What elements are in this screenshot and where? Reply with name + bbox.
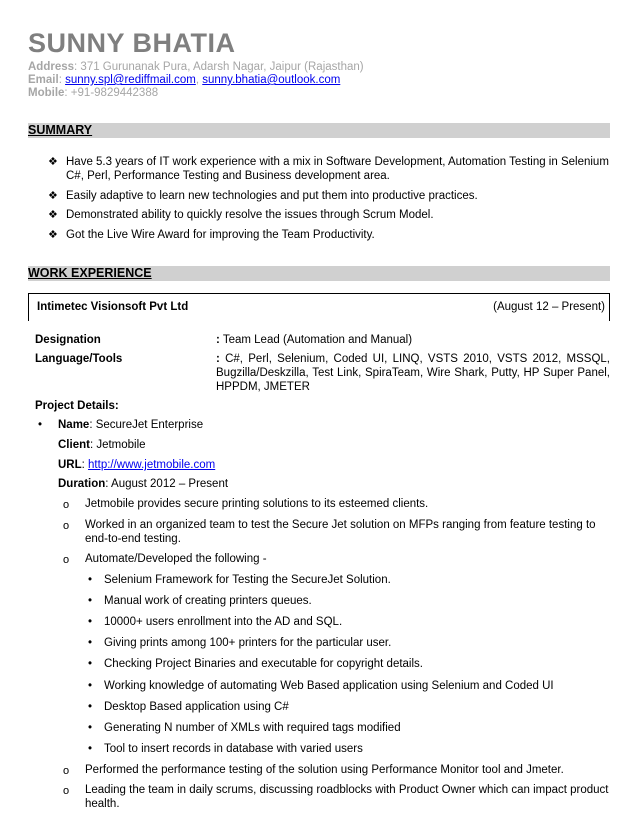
summary-item-text: Demonstrated ability to quickly resolve the issues through Scrum Model. [66, 209, 434, 221]
sub-bullet: • [88, 658, 93, 670]
project-point: Worked in an organized team to test the Secure Jet solution on MFPs ranging from feature testing to end-to-end testing. [85, 519, 596, 545]
job-header-box [28, 293, 610, 321]
sub-bullet: • [88, 616, 93, 628]
sub-point: Giving prints among 100+ printers for the particular user. [104, 637, 392, 649]
project-client-value: : Jetmobile [89, 439, 146, 451]
sub-bullet: • [88, 574, 93, 586]
project-url-sep: : [81, 459, 89, 471]
tools-text: C#, Perl, Selenium, Coded UI, LINQ, VSTS 2010, VSTS 2012, MSSQL, Bugzilla/Deskzilla, Test Link, SpiraTeam, Wire Shark, Putty, HP Super Panel, HPPDM, JMETER [216, 353, 610, 393]
project-point: Jetmobile provides secure printing solutions to its esteemed clients. [85, 498, 429, 510]
designation-label: Designation [35, 334, 101, 346]
project-url-link[interactable]: http://www.jetmobile.com [88, 459, 216, 471]
project-duration [58, 477, 228, 491]
sub-point: 10000+ users enrollment into the AD and SQL. [104, 616, 343, 628]
circle-bullet-icon: o [63, 520, 70, 532]
project-name-value: : SecureJet Enterprise [89, 419, 204, 431]
designation-value [216, 333, 610, 347]
project-point: Performed the performance testing of the solution using Performance Monitor tool and Jmeter. [85, 764, 564, 776]
sub-bullet: • [88, 722, 93, 734]
project-client [58, 438, 146, 452]
designation-text: Team Lead (Automation and Manual) [222, 334, 413, 346]
sub-point: Working knowledge of automating Web Based application using Selenium and Coded UI [104, 680, 554, 692]
circle-bullet-icon: o [63, 785, 70, 797]
circle-bullet-icon: o [63, 765, 70, 777]
sub-bullet: • [88, 743, 93, 755]
circle-bullet-icon: o [63, 554, 70, 566]
summary-heading: SUMMARY [28, 123, 93, 137]
diamond-bullet-icon: ❖ [48, 209, 58, 221]
sub-point: Desktop Based application using C# [104, 701, 289, 713]
project-bullet: • [38, 419, 43, 431]
project-url-label: URL [58, 459, 82, 471]
address-line [28, 60, 364, 74]
diamond-bullet-icon: ❖ [48, 156, 58, 168]
project-point: Leading the team in daily scrums, discussing roadblocks with Product Owner which can impact product health. [85, 784, 609, 810]
sub-bullet: • [88, 637, 93, 649]
summary-item-text: Easily adaptive to learn new technologies and put them into productive practices. [66, 190, 478, 202]
project-url [58, 458, 215, 472]
email-line [28, 73, 340, 87]
sub-point: Manual work of creating printers queues. [104, 595, 312, 607]
mobile-label: Mobile [28, 87, 65, 99]
email-link-rediff[interactable]: sunny.spl@rediffmail.com [65, 74, 196, 86]
address-label: Address [28, 61, 75, 73]
project-point: Automate/Developed the following - [85, 553, 267, 565]
tools-value [216, 352, 610, 394]
mobile-line [28, 86, 158, 100]
sub-point: Generating N number of XMLs with required tags modified [104, 722, 401, 734]
project-name-label: Name [58, 419, 90, 431]
sub-bullet: • [88, 680, 93, 692]
email-sep: : [58, 74, 66, 86]
email-comma: , [195, 74, 203, 86]
mobile-value: : +91-9829442388 [64, 87, 159, 99]
diamond-bullet-icon: ❖ [48, 229, 58, 241]
project-client-label: Client [58, 439, 90, 451]
summary-item-text: Have 5.3 years of IT work experience with a mix in Software Development, Automation Testing in Selenium C#, Perl, Performance Testing and Business development area. [66, 156, 609, 182]
summary-item-text: Got the Live Wire Award for improving the Team Productivity. [66, 229, 375, 241]
email-link-outlook[interactable]: sunny.bhatia@outlook.com [202, 74, 341, 86]
project-details-label: Project Details: [35, 400, 119, 412]
project-duration-label: Duration [58, 478, 106, 490]
circle-bullet-icon: o [63, 499, 70, 511]
summary-section-bar [28, 123, 610, 138]
project-duration-value: : August 2012 – Present [105, 478, 229, 490]
tools-colon: : [216, 353, 220, 365]
diamond-bullet-icon: ❖ [48, 190, 58, 202]
designation-colon: : [216, 334, 220, 346]
address-value: : 371 Gurunanak Pura, Adarsh Nagar, Jaipur (Rajasthan) [74, 61, 364, 73]
email-label: Email [28, 74, 59, 86]
candidate-name: SUNNY BHATIA [28, 28, 236, 58]
tools-label: Language/Tools [35, 353, 123, 365]
sub-bullet: • [88, 701, 93, 713]
sub-point: Selenium Framework for Testing the SecureJet Solution. [104, 574, 391, 586]
sub-point: Checking Project Binaries and executable for copyright details. [104, 658, 423, 670]
sub-bullet: • [88, 595, 93, 607]
work-heading: WORK EXPERIENCE [28, 266, 152, 280]
project-name [58, 418, 203, 432]
company-name: Intimetec Visionsoft Pvt Ltd [37, 301, 189, 313]
sub-point: Tool to insert records in database with varied users [104, 743, 363, 755]
job-period: (August 12 – Present) [493, 301, 605, 313]
